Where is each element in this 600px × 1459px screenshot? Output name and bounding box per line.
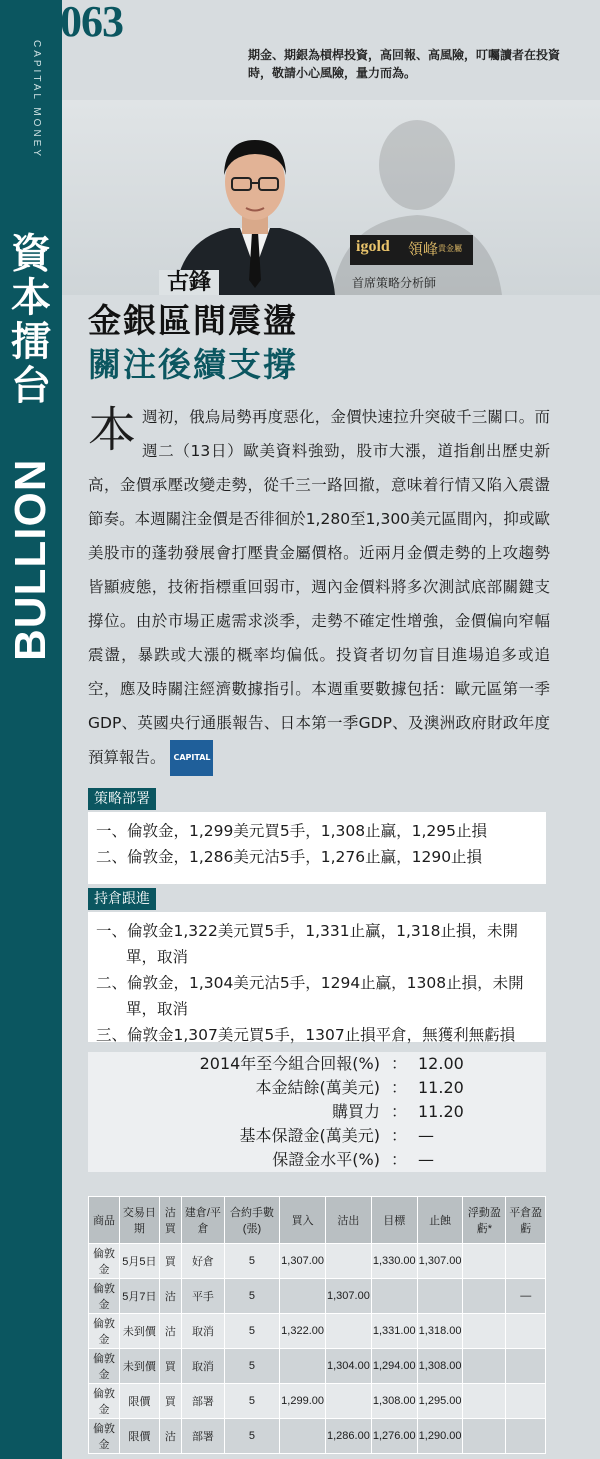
stat-colon: ： xyxy=(391,1102,408,1121)
table-cell: 1,307.00 xyxy=(280,1244,326,1279)
section-char: 台 xyxy=(11,363,51,409)
section-char: 擂 xyxy=(11,319,51,365)
section-name-en: CAPITAL MONEY xyxy=(31,40,42,160)
stat-row xyxy=(88,1124,546,1148)
table-row xyxy=(89,1244,546,1279)
table-cell: 好倉 xyxy=(182,1244,225,1279)
table-cell: 未到價 xyxy=(120,1349,160,1384)
table-cell: 平手 xyxy=(182,1279,225,1314)
table-cell: 5月5日 xyxy=(120,1244,160,1279)
table-cell: 1,307.00 xyxy=(417,1244,463,1279)
strategy-label: 策略部署 xyxy=(88,788,156,810)
table-cell xyxy=(506,1349,546,1384)
table-cell: 1,304.00 xyxy=(326,1349,372,1384)
col-header: 平倉盈虧 xyxy=(506,1197,546,1244)
stat-label: 購買力 xyxy=(331,1102,380,1121)
col-header: 商品 xyxy=(89,1197,120,1244)
stat-value: 11.20 xyxy=(418,1102,464,1121)
positions-label: 持倉跟進 xyxy=(88,888,156,910)
table-cell: 1,286.00 xyxy=(326,1419,372,1454)
col-header: 止蝕 xyxy=(417,1197,463,1244)
stat-label: 本金結餘(萬美元) xyxy=(255,1078,380,1097)
table-cell: 1,308.00 xyxy=(371,1384,417,1419)
table-cell xyxy=(463,1419,506,1454)
table-row xyxy=(89,1349,546,1384)
table-cell: 倫敦金 xyxy=(89,1349,120,1384)
stat-value: 11.20 xyxy=(418,1078,464,1097)
stat-colon: ： xyxy=(391,1150,408,1169)
table-cell: 1,318.00 xyxy=(417,1314,463,1349)
trade-table-header xyxy=(89,1197,546,1244)
section-name-cn xyxy=(8,232,54,408)
col-header: 買入 xyxy=(280,1197,326,1244)
author-banner xyxy=(62,100,600,295)
table-cell: 5 xyxy=(224,1384,279,1419)
article-text: 週初，俄烏局勢再度惡化，金價快速拉升突破千三關口。而週二（13日）歐美資料強勁，股市大漲，道指創出歷史新高，金價承壓改變走勢，從千三一路回撤，意味着行情又陷入震盪節奏。本週關注金價是否徘徊於1,280至1,300美元區間內，抑或歐美股市的蓬勃發展會打壓貴金屬價格。近兩月金價走勢的上攻趨勢皆顯疲態，技術指標重回弱市，週內金價料將多次測試底部關鍵支撐位。由於市場正處需求淡季，走勢不確定性增強，金價偏向窄幅震盪，暴跌或大漲的概率均偏低。投資者切勿盲目進場追多或追空，應及時關注經濟數據指引。本週重要數據包括：歐元區第一季GDP、英國央行通脹報告、日本第一季GDP、及澳洲政府財政年度預算報告。 xyxy=(88,408,550,767)
strategy-item: 二、倫敦金，1,286美元沽5手，1,276止贏，1290止損 xyxy=(96,848,483,866)
table-cell: 5 xyxy=(224,1279,279,1314)
stat-value: 12.00 xyxy=(418,1054,464,1073)
author-title: 首席策略分析師 xyxy=(352,276,437,290)
stat-label: 基本保證金(萬美元) xyxy=(239,1126,380,1145)
col-header: 沽出 xyxy=(326,1197,372,1244)
table-cell xyxy=(463,1384,506,1419)
author-name: 古鋒 xyxy=(159,270,219,295)
risk-disclaimer: 期金、期銀為槓桿投資，高回報、高風險，叮囑讀者在投資時，敬請小心風險，量力而為。 xyxy=(248,48,561,80)
capital-badge: CAPITAL xyxy=(170,740,213,776)
strategy-box xyxy=(88,812,546,884)
table-cell: 限價 xyxy=(120,1384,160,1419)
logo-igold-text: igold xyxy=(356,238,390,255)
stat-value: — xyxy=(418,1150,434,1169)
position-item-cont: 單，取消 xyxy=(126,1000,189,1018)
table-cell xyxy=(506,1314,546,1349)
portfolio-stats xyxy=(88,1046,546,1176)
table-cell: 1,299.00 xyxy=(280,1384,326,1419)
position-item: 二、倫敦金，1,304美元沽5手，1294止贏，1308止損，未開 xyxy=(96,974,524,992)
table-cell: 沽 xyxy=(159,1419,182,1454)
table-cell xyxy=(463,1314,506,1349)
background-headline-ghost xyxy=(330,350,344,390)
table-cell xyxy=(326,1384,372,1419)
table-cell xyxy=(463,1349,506,1384)
table-cell xyxy=(463,1244,506,1279)
author-portrait xyxy=(170,120,340,295)
table-cell xyxy=(417,1279,463,1314)
section-char: 本 xyxy=(11,275,51,321)
stat-row xyxy=(88,1148,546,1172)
table-cell: 倫敦金 xyxy=(89,1279,120,1314)
table-cell: 1,307.00 xyxy=(326,1279,372,1314)
background-person-image xyxy=(322,110,512,295)
table-cell: 倫敦金 xyxy=(89,1244,120,1279)
logo-sub-text: 貴金屬 xyxy=(438,244,462,253)
page-number: 063 xyxy=(60,0,123,46)
company-logo xyxy=(350,235,473,265)
table-row xyxy=(89,1384,546,1419)
section-bullion-text: BULLION xyxy=(6,458,55,662)
table-cell: 5 xyxy=(224,1419,279,1454)
stat-colon: ： xyxy=(391,1054,408,1073)
table-cell: 1,294.00 xyxy=(371,1349,417,1384)
article-body xyxy=(88,400,550,776)
stat-row xyxy=(88,1100,546,1124)
table-cell: 買 xyxy=(159,1384,182,1419)
table-cell xyxy=(280,1279,326,1314)
table-cell xyxy=(280,1349,326,1384)
table-cell: 5 xyxy=(224,1244,279,1279)
table-cell: 取消 xyxy=(182,1314,225,1349)
logo-cn-text: 領峰 xyxy=(408,240,439,258)
headline-line1: 金銀區間震盪 xyxy=(88,301,298,340)
col-header: 建倉/平倉 xyxy=(182,1197,225,1244)
table-cell xyxy=(371,1279,417,1314)
table-cell xyxy=(326,1314,372,1349)
table-cell: 1,330.00 xyxy=(371,1244,417,1279)
dropcap: 本 xyxy=(88,402,137,458)
table-cell: — xyxy=(506,1279,546,1314)
table-row xyxy=(89,1279,546,1314)
strategy-item: 一、倫敦金，1,299美元買5手，1,308止贏，1,295止損 xyxy=(96,822,487,840)
table-cell xyxy=(463,1279,506,1314)
section-bullion xyxy=(6,415,56,705)
table-cell: 取消 xyxy=(182,1349,225,1384)
table-cell: 1,322.00 xyxy=(280,1314,326,1349)
table-cell: 1,290.00 xyxy=(417,1419,463,1454)
position-item: 三、倫敦金1,307美元買5手，1307止損平倉，無獲利無虧損 xyxy=(96,1026,516,1044)
table-cell xyxy=(506,1419,546,1454)
table-cell: 1,308.00 xyxy=(417,1349,463,1384)
trade-table xyxy=(88,1196,546,1454)
positions-box xyxy=(88,912,546,1042)
table-cell: 部署 xyxy=(182,1419,225,1454)
table-cell: 沽 xyxy=(159,1279,182,1314)
table-cell: 倫敦金 xyxy=(89,1384,120,1419)
position-item-cont: 單，取消 xyxy=(126,948,189,966)
col-header: 合約手數(張) xyxy=(224,1197,279,1244)
table-cell: 未到價 xyxy=(120,1314,160,1349)
col-header: 目標 xyxy=(371,1197,417,1244)
table-cell: 1,331.00 xyxy=(371,1314,417,1349)
stat-value: — xyxy=(418,1126,434,1145)
stat-colon: ： xyxy=(391,1078,408,1097)
col-header: 浮動盈虧* xyxy=(463,1197,506,1244)
stat-row xyxy=(88,1052,546,1076)
table-cell: 限價 xyxy=(120,1419,160,1454)
stat-label: 2014年至今組合回報(%) xyxy=(199,1054,380,1073)
stat-label: 保證金水平(%) xyxy=(272,1150,380,1169)
table-cell: 買 xyxy=(159,1244,182,1279)
stat-row xyxy=(88,1076,546,1100)
col-header: 交易日期 xyxy=(120,1197,160,1244)
table-cell: 5月7日 xyxy=(120,1279,160,1314)
table-cell: 1,295.00 xyxy=(417,1384,463,1419)
headline-line2: 關注後續支撐 xyxy=(88,345,298,384)
table-cell: 5 xyxy=(224,1314,279,1349)
table-cell xyxy=(326,1244,372,1279)
table-cell: 買 xyxy=(159,1349,182,1384)
table-cell: 5 xyxy=(224,1349,279,1384)
table-cell: 部署 xyxy=(182,1384,225,1419)
col-header: 沽買 xyxy=(159,1197,182,1244)
table-cell: 沽 xyxy=(159,1314,182,1349)
table-cell xyxy=(506,1384,546,1419)
position-item: 一、倫敦金1,322美元買5手，1,331止贏，1,318止損，未開 xyxy=(96,922,518,940)
stat-colon: ： xyxy=(391,1126,408,1145)
section-sidebar xyxy=(0,0,62,1459)
table-cell xyxy=(506,1244,546,1279)
background-text xyxy=(117,190,123,209)
table-row xyxy=(89,1419,546,1454)
trade-table-body xyxy=(89,1244,546,1454)
table-cell: 倫敦金 xyxy=(89,1419,120,1454)
table-cell xyxy=(280,1419,326,1454)
table-cell: 倫敦金 xyxy=(89,1314,120,1349)
table-row xyxy=(89,1314,546,1349)
table-cell: 1,276.00 xyxy=(371,1419,417,1454)
section-char: 資 xyxy=(11,231,51,277)
